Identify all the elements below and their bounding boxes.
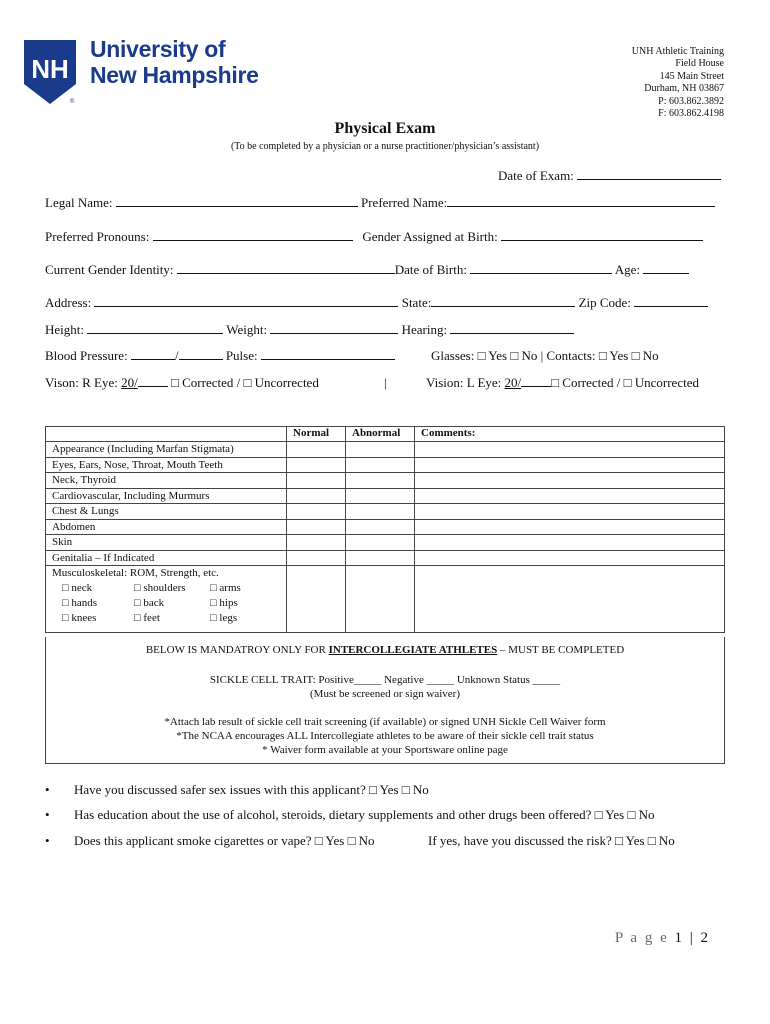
date-of-exam-row [498, 168, 721, 184]
gender-assigned-label: Gender Assigned at Birth: [362, 229, 498, 244]
state-field[interactable] [431, 295, 575, 307]
abnormal-cell[interactable] [346, 442, 415, 458]
vision-divider: | [384, 375, 387, 390]
hearing-label: Hearing: [401, 322, 448, 337]
page-subtitle: (To be completed by a physician or a nurse practitioner/physician’s assistant) [230, 141, 540, 152]
state-label: State: [401, 295, 432, 310]
weight-label: Weight: [226, 322, 268, 337]
question-safer-sex [45, 782, 429, 798]
weight-field[interactable] [270, 322, 398, 334]
msk-option-back[interactable]: □ back [134, 597, 165, 609]
msk-option-hips[interactable]: □ hips [210, 597, 238, 609]
date-of-exam-field[interactable] [577, 168, 721, 180]
bp-slash: / [174, 348, 179, 363]
question-text[interactable]: Does this applicant smoke cigarettes or vape? □ Yes □ No [74, 833, 375, 848]
logo-line-1: University of [90, 36, 226, 62]
table-row [46, 535, 725, 551]
mandatory-note-1: *Attach lab result of sickle cell trait screening (if available) or signed UNH Sickle Cell Waiver form [164, 716, 606, 728]
vision-left-row [426, 375, 699, 391]
vision-r-field[interactable] [138, 375, 168, 387]
msk-option-hands[interactable]: □ hands [62, 597, 98, 609]
bullet: • [45, 833, 50, 848]
msk-option-neck[interactable]: □ neck [62, 582, 93, 594]
address-row [45, 295, 708, 311]
age-field[interactable] [643, 262, 689, 274]
address-line: 145 Main Street [659, 70, 724, 82]
age-label: Age: [614, 262, 641, 277]
normal-cell[interactable] [287, 488, 346, 504]
row-label: Cardiovascular, Including Murmurs [46, 488, 287, 504]
normal-cell[interactable] [287, 473, 346, 489]
svg-text:NH: NH [31, 54, 69, 84]
table-row [46, 504, 725, 520]
current-gender-field[interactable] [177, 262, 395, 274]
vision-r-value: 20/ [121, 375, 138, 390]
legal-name-field[interactable] [116, 195, 358, 207]
msk-option-legs[interactable]: □ legs [210, 612, 238, 624]
pulse-field[interactable] [261, 348, 395, 360]
question-smoking [45, 833, 375, 849]
msk-options [62, 581, 286, 626]
normal-cell[interactable] [287, 457, 346, 473]
row-label: Abdomen [46, 519, 287, 535]
question-substance-education [45, 807, 654, 823]
height-row [45, 322, 574, 338]
table-header-row [46, 427, 725, 442]
legal-name-row [45, 195, 715, 211]
blood-pressure-label: Blood Pressure: [45, 348, 128, 363]
msk-option-shoulders[interactable]: □ shoulders [134, 582, 186, 594]
vision-r-label: Vison: R Eye: [45, 375, 118, 390]
mandatory-note-2: *The NCAA encourages ALL Intercollegiate athletes to be aware of their sickle cell trait status [176, 730, 594, 742]
normal-cell[interactable] [287, 535, 346, 551]
glasses-contacts[interactable]: Glasses: □ Yes □ No | Contacts: □ Yes □ No [431, 348, 659, 363]
height-label: Height: [45, 322, 84, 337]
mandatory-section [45, 637, 725, 764]
comments-cell[interactable] [415, 442, 725, 458]
university-logo-text [90, 36, 259, 88]
preferred-name-field[interactable] [447, 195, 715, 207]
bp-systolic-field[interactable] [131, 348, 175, 360]
address-line: Durham, NH 03867 [644, 83, 724, 95]
page-label: P a g e [614, 930, 669, 946]
vision-l-corrected-options[interactable]: □ Corrected / □ Uncorrected [551, 375, 699, 390]
address-label: Address: [45, 295, 92, 310]
date-of-birth-field[interactable] [470, 262, 612, 274]
address-field[interactable] [94, 295, 398, 307]
preferred-pronouns-field[interactable] [153, 229, 353, 241]
logo-line-2: New Hampshire [90, 62, 259, 88]
normal-cell[interactable] [287, 519, 346, 535]
normal-cell[interactable] [287, 566, 346, 633]
msk-option-feet[interactable]: □ feet [134, 612, 160, 624]
msk-cell [46, 566, 287, 633]
table-row [46, 519, 725, 535]
zip-label: Zip Code: [578, 295, 631, 310]
mandatory-heading-pre: BELOW IS MANDATROY ONLY FOR [145, 644, 329, 656]
abnormal-cell[interactable] [346, 550, 415, 566]
logo-trademark: ® [70, 99, 75, 105]
abnormal-cell[interactable] [346, 535, 415, 551]
mandatory-note-3: * Waiver form available at your Sportsware online page [262, 744, 508, 756]
bp-diastolic-field[interactable] [179, 348, 223, 360]
date-of-exam-label: Date of Exam: [498, 168, 574, 183]
abnormal-cell[interactable] [346, 519, 415, 535]
address-block [632, 46, 724, 120]
page-number: 1 | 2 [674, 930, 710, 946]
comments-cell[interactable] [415, 535, 725, 551]
sickle-cell-line[interactable]: SICKLE CELL TRAIT: Positive_____ Negative _____ Unknown Status _____ [209, 674, 561, 686]
page-footer [615, 930, 710, 947]
vision-l-field[interactable] [521, 375, 551, 387]
mandatory-heading-post: – MUST BE COMPLETED [497, 644, 625, 656]
gender-identity-row [45, 262, 689, 278]
legal-name-label: Legal Name: [45, 195, 113, 210]
pulse-label: Pulse: [225, 348, 258, 363]
comments-cell[interactable] [415, 550, 725, 566]
table-row [46, 442, 725, 458]
current-gender-label: Current Gender Identity: [45, 262, 174, 277]
row-label: Neck, Thyroid [46, 473, 287, 489]
row-label: Genitalia – If Indicated [46, 550, 287, 566]
header-abnormal: Abnormal [346, 427, 415, 442]
question-smoking-risk [428, 833, 675, 849]
vision-r-corrected-options[interactable]: □ Corrected / □ Uncorrected [171, 375, 319, 390]
blood-pressure-row [45, 348, 395, 364]
table-row [46, 473, 725, 489]
abnormal-cell[interactable] [346, 566, 415, 633]
row-label: Skin [46, 535, 287, 551]
comments-cell[interactable] [415, 457, 725, 473]
sickle-cell-note: (Must be screened or sign waiver) [310, 688, 460, 700]
preferred-pronouns-label: Preferred Pronouns: [45, 229, 150, 244]
msk-option-knees[interactable]: □ knees [62, 612, 97, 624]
hearing-field[interactable] [450, 322, 574, 334]
bullet: • [45, 807, 50, 822]
exam-table [45, 426, 725, 633]
question-text[interactable]: Have you discussed safer sex issues with this applicant? □ Yes □ No [74, 782, 429, 797]
mandatory-heading-emphasis: INTERCOLLEGIATE ATHLETES [328, 644, 498, 656]
abnormal-cell[interactable] [346, 488, 415, 504]
page-title: Physical Exam [334, 120, 436, 137]
table-row [46, 457, 725, 473]
vision-right-row [45, 375, 319, 391]
vision-l-label: Vision: L Eye: [426, 375, 502, 390]
unh-shield-logo [24, 40, 76, 104]
vision-l-value: 20/ [504, 375, 522, 390]
header-cell [46, 427, 287, 442]
normal-cell[interactable] [287, 504, 346, 520]
gender-assigned-field[interactable] [501, 229, 703, 241]
zip-field[interactable] [634, 295, 708, 307]
date-of-birth-label: Date of Birth: [394, 262, 467, 277]
address-line: F: 603.862.4198 [658, 108, 724, 120]
height-field[interactable] [87, 322, 223, 334]
header-comments: Comments: [415, 427, 725, 442]
pronouns-row [45, 229, 703, 245]
row-label: Chest & Lungs [46, 504, 287, 520]
abnormal-cell[interactable] [346, 473, 415, 489]
msk-label: Musculoskeletal: ROM, Strength, etc. [52, 567, 219, 579]
question-text[interactable]: Has education about the use of alcohol, steroids, dietary supplements and other drugs been offered? □ Yes □ No [74, 807, 655, 822]
comments-cell[interactable] [415, 488, 725, 504]
header-normal: Normal [287, 427, 346, 442]
abnormal-cell[interactable] [346, 457, 415, 473]
comments-cell[interactable] [415, 519, 725, 535]
question-text[interactable]: If yes, have you discussed the risk? □ Yes □ No [428, 833, 675, 848]
abnormal-cell[interactable] [346, 504, 415, 520]
comments-cell[interactable] [415, 504, 725, 520]
preferred-name-label: Preferred Name: [361, 195, 448, 210]
bullet: • [45, 782, 50, 797]
row-label: Appearance (Including Marfan Stigmata) [46, 442, 287, 458]
comments-cell[interactable] [415, 473, 725, 489]
address-line: P: 603.862.3892 [658, 95, 724, 107]
address-line: UNH Athletic Training [631, 46, 724, 57]
table-row-musculoskeletal [46, 566, 725, 633]
mandatory-heading [46, 643, 724, 657]
address-line: Field House [675, 58, 724, 70]
msk-option-arms[interactable]: □ arms [210, 582, 241, 594]
normal-cell[interactable] [287, 550, 346, 566]
comments-cell[interactable] [415, 566, 725, 633]
normal-cell[interactable] [287, 442, 346, 458]
row-label: Eyes, Ears, Nose, Throat, Mouth Teeth [46, 457, 287, 473]
table-row [46, 550, 725, 566]
table-row [46, 488, 725, 504]
